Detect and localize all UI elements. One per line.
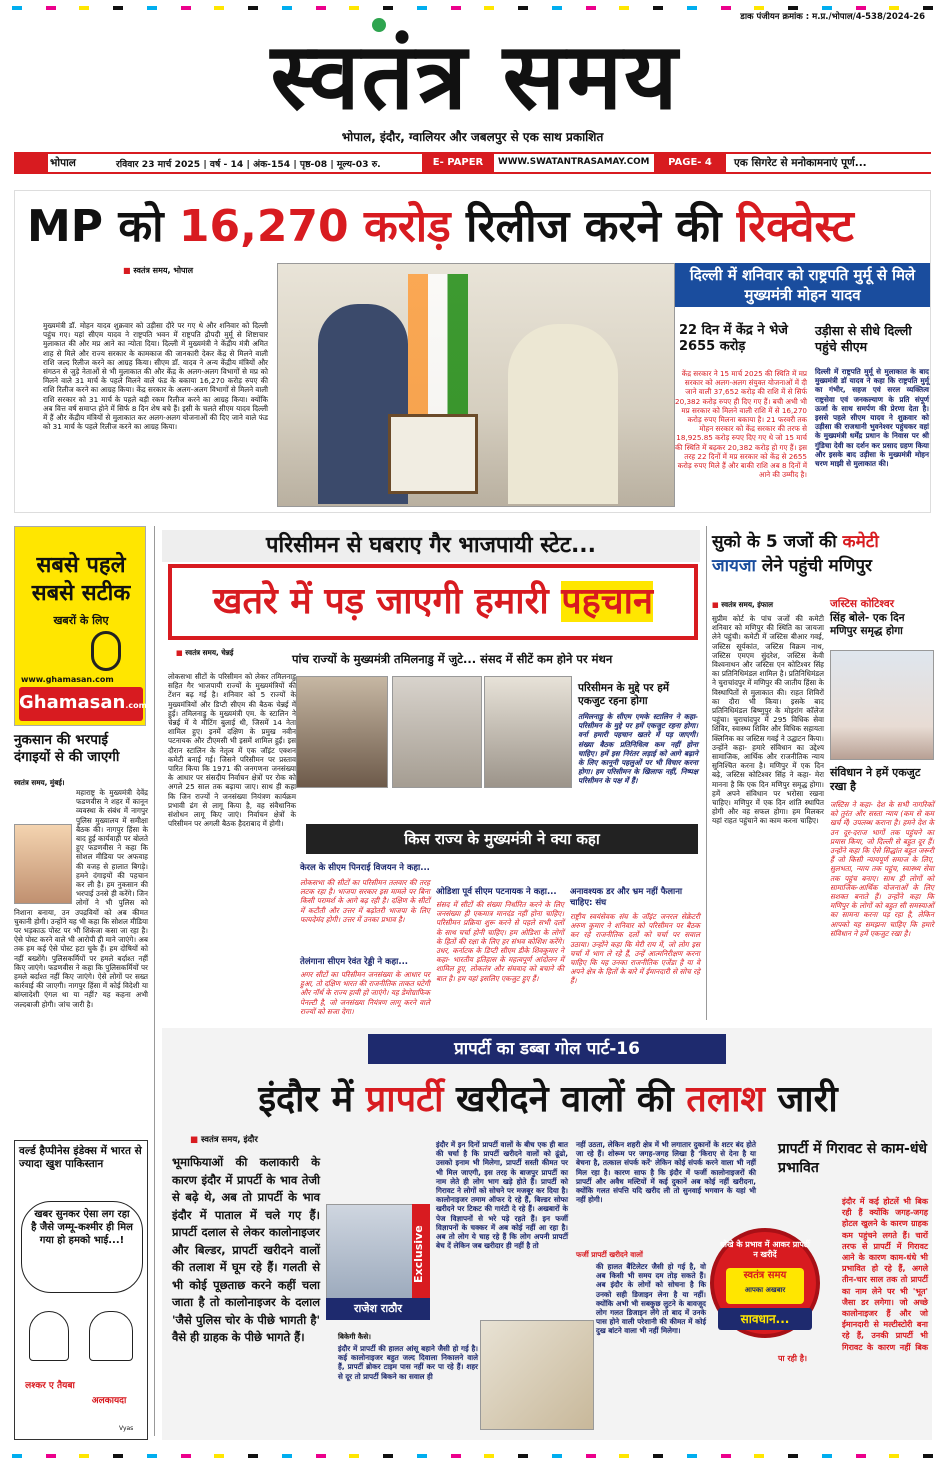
cm-col1-body: लोकसभा की सीटों का परिसीमन तलवार की तरह लटक रहा है। भाजपा सरकार इस मामले पर बिना किसी परामर्श के आगे बढ़ रही है। दक्षिण के सीटों में कटौती और उत्तर में बढ़ोतरी भाजपा के लिए फायदेमंद होगी। उत्तर में उनका प्रभाव है। xyxy=(300,878,430,924)
bottom-col1-head2: बिकेगी कैसे। xyxy=(338,1332,371,1341)
right-quote: सिंह बोले- एक दिन मणिपुर समृद्ध होगा xyxy=(830,612,905,637)
center-byline: ■ स्वतंत्र समय, चेन्नई xyxy=(176,648,234,657)
vijayan-photo xyxy=(484,676,572,788)
lead-body: मुख्यमंत्री डॉ. मोहन यादव शुक्रवार को उड़ीसा दौरे पर गए थे और शनिवार को दिल्ली पहुंच गए। यहां सीएम यादव ने राष्ट्रपति भवन में राष्ट्रपति द्रौपदी मुर्मू से शिष्टाचार मुलाकात की और मप्र आने का न्योता दिया। दिल्ली में मुख्यमंत्री ने केंद्रीय मंत्री अमित शाह से मिले और राज्य सरकार के कामकाज की जानकारी देकर केंद्र से मिलने वाली राशि जल्द रिलीज करने का आग्रह किया। सीएम डॉ. यादव ने अन्य केंद्रीय मंत्रियों और संगठन से जुड़े नेताओं से भी मुलाकात की और केंद्र के अलग-अलग विभागों से मप्र को मिलने वाले 31 मार्च के पहले मिलने वाले फंड के बकाया 16,270 करोड़ रुपए की राशि रिलीज करने का आग्रह किया। केंद्र सरकार के अलग-अलग विभागों से मिलने वाली राशि सरकार को 31 मार्च के पहले बड़ी रकम रिलीज करने का आग्रह किया। क्योंकि अब वित्त वर्ष समाप्त होने में सिर्फ 8 दिन शेष बचे हैं। इसी के चलते सीएम यादव दिल्ली में हैं और केंद्रीय मंत्रियों से मुलाकात कर अलग-अलग योजनाओं की दिए जाने वाले फंड को 31 मार्च के पहले रिलीज करने का आग्रह किया। xyxy=(43,321,268,432)
painting-gift-icon xyxy=(388,414,478,494)
right-caption-body: जस्टिस ने कहा- देश के सभी नागरिकों को तुरंत और सस्ता न्याय (कम से कम खर्च में) उपलब्ध कराना है। हमने देश के उन दूर-दराज भागों तक पहुंचने का प्रयास किया, जो दिल्ली से बहुत दूर हैं। उन्होंने कहा कि ऐसे सिद्धांत बहुत जरूरी हैं जो किसी न्यायपूर्ण समाज के लिए, सुलभता, न्याय तक पहुंच, स्वास्थ्य सेवा तक पहुंच बनाए। साथ ही लोगों को सामाजिक-आर्थिक योजनाओं के लिए सशक्त बनाते हैं। उन्होंने कहा कि मणिपुर के लोगों को बहुत सी समस्याओं का सामना करना पड़ रहा है, लेकिन आपको यह समझना चाहिए कि हमारे संविधान ने हमें एकजुट रखा है। xyxy=(830,800,934,938)
center-quote-body: तमिलनाडु के सीएम एमके स्टालिन ने कहा-परिसीमन के मुद्दे पर हमें एकजुट रहना होगा। वर्ना हमारी पहचान खतरे में पड़ जाएगी। संख्या बैठक प्रतिनिधित्व कम नहीं होना चाहिए। हमें इस निरंतर लड़ाई को आगे बढ़ाने के लिए कानूनी पहलुओं पर भी विचार करना होगा। हम परिसीमन के खिलाफ नहीं, निष्पक्ष परिसीमन के पक्ष में हैं। xyxy=(578,712,698,786)
website-link[interactable]: WWW.SWATANTRASAMAY.COM xyxy=(498,157,650,167)
center-subsection: किस राज्य के मुख्यमंत्री ने क्या कहा xyxy=(306,824,698,854)
exclusive-tag: Exclusive xyxy=(412,1204,430,1304)
house-keys-photo xyxy=(480,1320,594,1430)
center-headline-pre: खतरे में पड़ जाएगी हमारी xyxy=(213,581,549,622)
cartoon-label-1: लश्कर ए तैयबा xyxy=(25,1381,75,1391)
bottom-side-body: इंदौर में कई होटलें भी बिक रही हैं क्योंकि जगह-जगह होटल खुलने के कारण ग्राहक कम पहुंचने लगते हैं। चारों तरफ से प्रापर्टी में गिरावट आने के कारण काम-धंधे भी प्रभावित हो रहे हैं, अगले तीन-चार साल तक तो प्रापर्टी का नाम लेने पर भी 'भूत' जैसा डर लगेगा। जो अच्छे कालोनाइजर हैं और जो ईमानदारी से मल्टीस्टोरी बना रहे हैं, उनकी प्रापर्टी भी गिरावट के कारण नहीं बिक पा रही है। xyxy=(778,1197,928,1363)
cm-col1-head: केरल के सीएम पिनराई विजयन ने कहा... xyxy=(300,863,430,873)
lead-headline-mid: रिलीज करने की xyxy=(466,201,722,252)
cm-col2-head: ओडिशा पूर्व सीएम पटनायक ने कहा... xyxy=(436,887,557,897)
teaser-text: एक सिगरेट से मनोकामनाएं पूर्ण... xyxy=(734,157,867,169)
author-name: राजेश राठौर xyxy=(326,1298,430,1320)
cartoon-face-icon xyxy=(29,1311,69,1361)
ghamasan-ad[interactable] xyxy=(14,526,146,726)
bottom-col1-body2: इंदौर में प्रापर्टी की हालत आंसू बहाने जैसी हो गई है। कई कालोनाइजर बहुत जल्द दिवाला निकालने वाले हैं, प्रापर्टी ब्रोकर टाइम पास नहीं कर पा रहे हैं। शहर से दूर तो प्रापर्टी बिकने का सवाल ही xyxy=(338,1344,478,1381)
left-story-headline: नुकसान की भरपाई दंगाइयों से की जाएगी xyxy=(14,732,120,765)
lead-headline-amount: 16,270 करोड़ xyxy=(178,201,451,252)
cm-col1-head2: तेलंगाना सीएम रेवंत रेड्डी ने कहा... xyxy=(300,957,409,967)
stamp-bottom-text: सावधान... xyxy=(718,1308,812,1330)
ad-line-2: सबसे सटीक xyxy=(31,581,131,606)
bottom-byline: ■ स्वतंत्र समय, इंदौर xyxy=(190,1135,258,1145)
bottom-col2-head2: फर्जी प्रापर्टी खरीदने वालों xyxy=(576,1250,643,1259)
right-headline: सुको के 5 जजों की कमेटी जायजा लेने पहुंची मणिपुर xyxy=(712,532,879,576)
city-label: भोपाल xyxy=(50,157,76,169)
bottom-intro: भूमाफियाओं की कलाकारी के कारण इंदौर में प्रापर्टी के भाव तेजी से बढ़े थे, अब तो प्रापर्टी के भाव इंदौर में पाताल में चले गए हैं। प्रापर्टी दलाल से लेकर कालोनाइजर और बिल्डर, प्रापर्टी खरीदने वालों की तलाश में घूम रहे हैं। गलती से भी कोई पूछताछ करने कहीं चला जाता है तो कालोनाइजर के दलाल 'जैसे पुलिस चोर के पीछे भागती है' वैसे ही ग्राहक के पीछे भागते हैं। xyxy=(172,1155,320,1344)
column-rule xyxy=(706,526,707,1020)
left-story-body: महाराष्ट्र के मुख्यमंत्री देवेंद्र फडणवीस ने शहर में कानून व्यवस्था के संबंध में नागपुर पुलिस मुख्यालय में समीक्षा बैठक की। नागपुर हिंसा के बाद हुई कार्यवाही पर बोलते हुए फडणवीस ने कहा कि सोशल मीडिया पर अफवाह की वजह से हालात बिगड़े। हमने दंगाइयों की पहचान कर ली है। हम नुकसान की भरपाई उनसे ही करेंगे। जिन लोगों ने भी पुलिस को निशाना बनाया, उन उपद्रवियों को अब कीमत चुकानी होगी। उन्होंने यह भी कहा कि सोशल मीडिया पर भड़काऊ पोस्ट पर भी शिकंजा कसा जा रहा है। ऐसे पोस्ट करने वाले भी आरोपी ही माने जाएंगे। अब तक हम कई ऐसे पोस्ट हटा चुके हैं। हम दोषियों को नहीं बख्शेंगे। पुलिसकर्मियों पर हमले बर्दाश्त नहीं किए जाएंगे। फडणवीस ने कहा कि पुलिसकर्मियों पर हमले बर्दाश्त नहीं किए जाएंगे। ऐसे लोगों पर सख्त कार्रवाई की जाएगी। नागपुर हिंसा में कोई विदेशी या बांग्लादेशी एंगल था या नहीं? यह कहना अभी जल्दबाजी होगी। जांच जारी है। xyxy=(14,788,148,1009)
bottom-col2-body2: की हालत बैंटिलेटर जैसी हो गई है, वो अब किसी भी समय दम तोड़ सकते हैं। अब इंदौर के लोगों को सोचना है कि उनको सही डिजाइन लेना है या नहीं। क्योंकि अभी भी सबकुछ लुटने के बावजूद लोग गलत डिजाइन लेंगे तो बाद में उनके पास होने वाली परेशानी की कीमत में कोई दुख बांटने वाला भी नहीं मिलेगा। xyxy=(596,1262,706,1336)
supreme-court-photo xyxy=(830,650,934,760)
left-story-byline: स्वतंत्र समय, मुंबई। xyxy=(14,778,65,787)
ad-url[interactable]: www.ghamasan.com xyxy=(21,675,114,684)
cm-col1-body2: अगर सीटों का परिसीमन जनसंख्या के आधार पर हुआ, तो दक्षिण भारत की राजनीतिक ताकत घटेगी और नॉर्थ के राज्य हावी हो जाएंगे। यह डेमोग्राफिक पेनल्टी है, जो जनसंख्या नियंत्रण लागू करने वाले राज्यों को सजा देगा। xyxy=(300,970,430,1016)
cm-col2-body: संसद में सीटों की संख्या निर्धारित करने के लिए जनसंख्या ही एकमात्र मानदंड नहीं होना चाहिए। परिसीमन प्रक्रिया शुरू करने से पहले सभी दलों के साथ चर्चा होनी चाहिए। हम ओडिशा के लोगों के हितों की रक्षा के लिए हर संभव कोशिश करेंगे। उधर, कर्नाटक के डिप्टी सीएम डीके शिवकुमार ने कहा- भारतीय इतिहास के महत्वपूर्ण आंदोलन में शामिल हुए, लोकतंत्र और संघवाद को बचाने की बात है। हम यहां इसलिए एकजुट हुए हैं। xyxy=(436,900,564,983)
stamp-brand: स्वतंत्र समय xyxy=(743,1270,787,1281)
lead-photo-caption: दिल्ली में शनिवार को राष्ट्रपति मुर्मू से मिले मुख्यमंत्री मोहन यादव xyxy=(675,263,930,307)
lead-headline xyxy=(27,197,927,257)
lead-headline-end: रिक्वेस्ट xyxy=(736,201,854,252)
date-line: रविवार 23 मार्च 2025 | वर्ष - 14 | अंक-154 | पृष्ठ-08 | मूल्य-03 रु. xyxy=(116,159,381,170)
cartoon-label-2: अलकायदा xyxy=(91,1396,127,1406)
bottom-col2-body: नहीं उठता, लेकिन शहरी क्षेत्र में भी लगातार दुकानों के शटर बंद होते जा रहे हैं। शोरूम पर जगह-जगह लिखा है 'किराए से देना है या बेचना है, तत्काल संपर्क करें' लेकिन कोई संपर्क करने वाला भी नहीं मिल रहा है। कारण साफ है कि इंदौर में फर्जी कालोनाइजरों की प्रापर्टी और अवैध मल्टियों में कई दुकानें अब कोई नहीं खरीदना, क्योंकि गलत संपत्ति यदि खरीद ली तो सुनवाई भगवान के यहां भी नहीं होगी। xyxy=(576,1140,756,1205)
right-body: सुप्रीम कोर्ट के पांच जजों की कमेटी शनिवार को मणिपुर की स्थिति का जायजा लेने पहुंची। कमेटी में जस्टिस बीआर गवई, जस्टिस सूर्यकांत, जस्टिस विक्रम नाथ, जस्टिस एमएम सुंदरेश, जस्टिस केवी विश्वनाथन और जस्टिस एन कोटिश्वर सिंह का प्रतिनिधिमंडल शामिल है। प्रतिनिधिमंडल ने चुराचांदपुर में मणिपुर की जातीय हिंसा के विस्थापितों से मुलाकात की। राहत शिविरों का दौरा भी किया। इसके बाद प्रतिनिधिमंडल बिष्णुपुर के मोइरांग कॉलेज पहुंचा। चुराचांदपुर में 295 विधिक सेवा शिविर, स्वास्थ्य शिविर और विधिक सहायता क्लिनिक का जस्टिस गवई ने उद्घाटन किया। उन्होंने कहा- हमारे संविधान का उद्देश्य सामाजिक, आर्थिक और राजनीतिक न्याय सुनिश्चित करना है। मणिपुर में एक दिन बढ़े, जस्टिस कोटिश्वर सिंह ने कहा- मेरा मानना है कि एक दिन मणिपुर समृद्ध होगा। हमें अपने संविधान पर भरोसा रखना चाहिए। मणिपुर में एक दिन शांति स्थापित होगी और वह सफल होगा। हम मिलकर यहां राहत पहुंचाने का काम करना चाहिए। xyxy=(712,614,824,826)
stalin-photo xyxy=(296,676,388,788)
cartoon-face-icon xyxy=(89,1311,133,1361)
patnaik-photo xyxy=(392,676,482,788)
bottom-headline: इंदौर में प्रापर्टी खरीदने वालों की तलाश जारी xyxy=(258,1079,838,1120)
lead-side-head-1: 22 दिन में केंद्र ने भेजे 2655 करोड़ xyxy=(679,323,788,354)
center-body: लोकसभा सीटों के परिसीमन को लेकर तमिलनाडु सहित गैर भाजपायी राज्यों के मुख्यमंत्रियों की टेंशन बढ़ गई है। शनिवार को 5 राज्यों के मुख्यमंत्रियों और डिप्टी सीएम की बैठक चेन्नई में हुई। तमिलनाडु के मुख्यमंत्री एम. के स्टालिन ने चेन्नई में ये मीटिंग बुलाई थी, जिसमें 14 नेता शामिल हुए। इनमें दक्षिण के प्रमुख नवीन पटनायक और टीएमसी भी इसमें शामिल हुईं। इस दौरान स्टालिन के नेतृत्व में एक जॉइंट एक्शन कमेटी बनाई गई। जिसने परिसीमन पर प्रस्ताव पारित किया कि 1971 की जनगणना जनसंख्या के आधार पर संसदीय निर्वाचन क्षेत्रों पर रोक को अगले 25 साल तक बढ़ाया जाए। साथ ही कहा कि जिन राज्यों ने जनसंख्या नियंत्रण कार्यक्रम प्रभावी ढंग से लागू किया है, वह संवैधानिक संशोधन लागू किए जाएं। निर्वाचन क्षेत्रों के परिसीमन पर अगली बैठक हैदराबाद में होगी। xyxy=(168,672,296,829)
stamp-sub: आपका अखबार xyxy=(744,1286,786,1294)
newspaper-title: स्वतंत्र समय xyxy=(270,22,680,130)
lead-byline: ■ स्वतंत्र समय, भोपाल xyxy=(123,266,194,275)
bottom-col1-text: इंदौर में इन दिनों प्रापर्टी वालों के बीच एक ही बात की चर्चा है कि प्रापर्टी खरीदने वालों को ढूंढो, उसको इनाम भी मिलेगा, प्रापर्टी सस्ती कीमत पर भी मिल जाएगी, इस तरह के बाजपुर प्रापर्टी का नाम लेते ही लोग भाग खड़े होते हैं। प्रापर्टी को गिरावट ने लोगों को सोचने पर मजबूर कर दिया है। कालोनाइजर तमाम ऑफर दे रहे हैं, बिल्डर सोफा खरीदने पर टिकट की गारंटी दे रहे हैं। अखबारों के पेज विज्ञापनों से भरे पड़े रहते हैं। इन फर्जी विज्ञापनों के चक्कर में अब कोई नहीं आ रहा है। अब तो लोग ये चाह रहे हैं कि लोग अपनी प्रापर्टी बेच दें लेकिन जब खरीदार ही नहीं है तो xyxy=(436,1140,568,1251)
bottom-side-head: प्रापर्टी में गिरावट से काम-धंधे प्रभावित xyxy=(778,1141,928,1176)
center-deck: पांच राज्यों के मुख्यमंत्री तमिलनाडु में जुटे... संसद में सीटें कम होने पर मंथन xyxy=(292,652,613,666)
page-number: PAGE- 4 xyxy=(654,154,726,172)
center-kicker: परिसीमन से घबराए गैर भाजपायी स्टेट... xyxy=(162,530,700,562)
bottom-kicker: प्रापर्टी का डब्बा गोल पार्ट-16 xyxy=(368,1034,726,1064)
cm-col3-body: राष्ट्रीय स्वयंसेवक संघ के जॉइंट जनरल सेक्रेटरी अरुण कुमार ने शनिवार को परिसीमन पर बैठक कर रहे राजनीतिक दलों को चर्चा पर सवाल उठाया। उन्होंने कहा कि मेरी राय में, जो लोग इस चर्चा में भाग ले रहे हैं, उन्हें आत्मनिरीक्षण करना चाहिए कि यह उनका राजनीतिक एजेंडा है या वे अपने क्षेत्र के हितों के बारे में ईमानदारी से सोच रहे हैं। xyxy=(570,912,700,986)
registration-marks-top xyxy=(0,6,945,12)
person-silhouette-icon xyxy=(508,324,618,504)
lead-story xyxy=(14,190,931,513)
right-byline: ■ स्वतंत्र समय, इंफाल xyxy=(712,600,774,609)
ad-line-3: खबरों के लिए xyxy=(53,614,109,627)
center-headline-highlight: पहचान xyxy=(561,581,653,622)
cartoon-sign: Vyas xyxy=(119,1425,134,1432)
lead-photo xyxy=(277,263,675,507)
epaper-link[interactable]: E- PAPER xyxy=(422,154,494,172)
column-rule xyxy=(154,526,155,1436)
registration-marks-bottom xyxy=(0,1454,945,1460)
right-caption: संविधान ने हमें एकजुट रखा है xyxy=(830,766,921,793)
lead-side-body-1: केंद्र सरकार ने 15 मार्च 2025 की स्थिति में मप्र सरकार को अलग-अलग संयुक्त योजनाओं में दी जाने वाली 37,652 करोड़ की राशि में से सिर्फ 20,382 करोड़ रुपए ही दिए गए हैं। बची अभी भी मप्र सरकार को मिलने वाली राशि में से 16,270 करोड़ रुपए मिलना बकाया है। 21 फरवरी तक मोहन सरकार को केंद्र सरकार की तरफ से 18,925.85 करोड़ रुपए दिए गए थे जो 15 मार्च की स्थिति में बढ़कर 20,382 करोड़ हो गए हैं। इस तरह 22 दिनों में मप्र सरकार को केंद्र से 2655 करोड़ रुपए मिले हैं और बाकी राशि अब 8 दिनों में आने की उम्मीद है। xyxy=(675,369,807,480)
ad-line-1: सबसे पहले xyxy=(36,553,126,578)
lead-side-head-2: उड़ीसा से सीधे दिल्ली पहुंचे सीएम xyxy=(815,323,912,354)
lead-side-body-2: दिल्ली में राष्ट्रपति मुर्मू से मुलाकात के बाद मुख्यमंत्री डॉ यादव ने कहा कि राष्ट्रपति मुर्मू का गंभीर, सहज एवं सरल व्यक्तित्व राष्ट्रसेवा एवं जनकल्याण के प्रति संपूर्ण ऊर्जा के साथ समर्पण की प्रेरणा देता है। इससे पहले सीएम यादव ने शुक्रवार को उड़ीसा की राजधानी भुवनेश्वर पहुंचकर वहां के मुख्यमंत्री धर्मेंद्र प्रधान के निवास पर श्री गुंडिचा देवी का दर्शन कर प्रसाद ग्रहण किया और इसके बाद उड़ीसा के मुख्यमंत्री मोहन चरण माझी से मुलाकात की। xyxy=(815,367,929,469)
lead-headline-prefix: MP को xyxy=(27,201,164,252)
cartoon-bubble: खबर सुनकर ऐसा लग रहा है जैसे जम्मू-कश्मीर ही मिल गया हो हमको भाई...! xyxy=(21,1201,143,1293)
stamp-top-text: धोखे के प्रभाव में आकर प्रापर्टी न खरीदें xyxy=(720,1240,810,1259)
right-quote-name: जस्टिस कोटिश्वर xyxy=(830,598,895,610)
reg-number: डाक पंजीयन क्रमांक : म.प्र./भोपाल/4-538/2024-26 xyxy=(740,12,925,22)
center-headline xyxy=(168,564,698,640)
cm-col3-head: अनावश्यक डर और भ्रम नहीं फैलाना चाहिए: संघ xyxy=(570,887,683,908)
date-bar xyxy=(14,152,931,174)
edition-subtitle: भोपाल, इंदौर, ग्वालियर और जबलपुर से एक साथ प्रकाशित xyxy=(341,130,604,144)
cartoon-title: वर्ल्ड हैप्पीनेस इंडेक्स में भारत से ज्यादा खुश पाकिस्तान xyxy=(19,1145,142,1170)
mouse-icon xyxy=(91,631,121,671)
cartoon xyxy=(14,1140,148,1440)
center-quote-head: परिसीमन के मुद्दे पर हमें एकजुट रहना होगा xyxy=(578,682,670,707)
ad-brand: Ghamasan.com xyxy=(19,687,143,721)
